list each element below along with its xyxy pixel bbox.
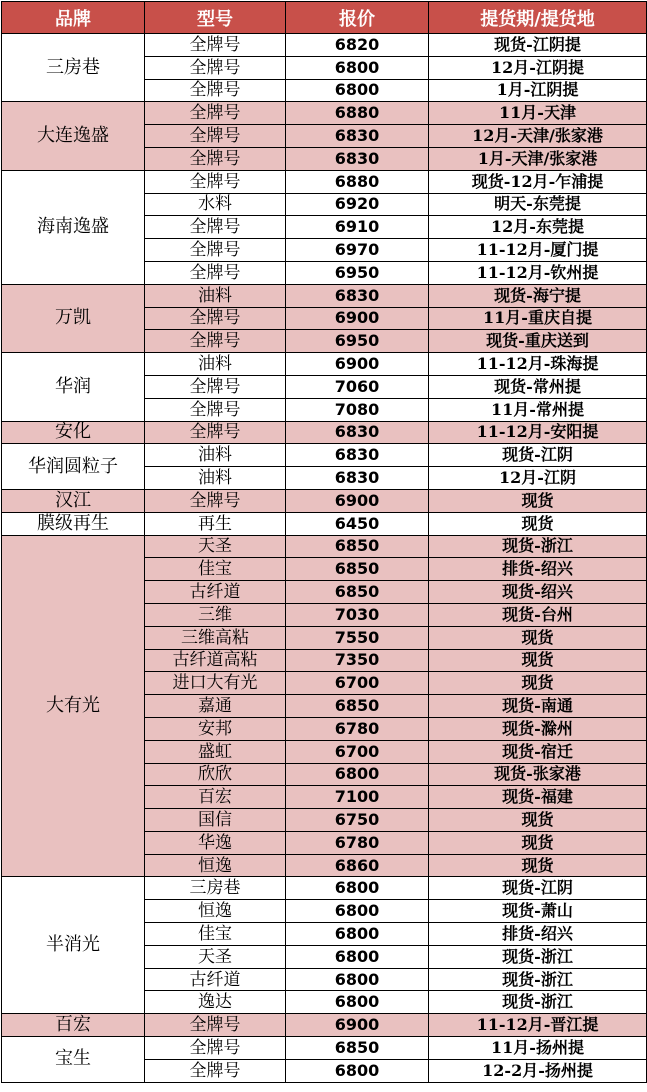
delivery-cell: 现货-海宁提 [429,284,647,307]
delivery-cell: 现货-12月-乍浦提 [429,170,647,193]
table-row [2,284,647,307]
price-cell: 6910 [286,216,429,239]
price-table [1,1,647,1083]
delivery-cell: 现货-滁州 [429,717,647,740]
model-cell: 逸达 [145,991,286,1014]
model-cell: 全牌号 [145,330,286,353]
table-header [2,2,647,34]
model-cell: 全牌号 [145,1037,286,1060]
model-cell: 天圣 [145,535,286,558]
price-cell: 6780 [286,717,429,740]
brand-cell: 大有光 [2,535,145,877]
price-cell: 6900 [286,489,429,512]
price-cell: 6900 [286,307,429,330]
delivery-cell: 现货 [429,649,647,672]
price-cell: 6780 [286,831,429,854]
price-cell: 6830 [286,467,429,490]
header-row [2,2,647,34]
model-cell: 安邦 [145,717,286,740]
price-cell: 6950 [286,330,429,353]
delivery-cell: 11-12月-钦州提 [429,261,647,284]
brand-cell: 膜级再生 [2,512,145,535]
price-cell: 7060 [286,375,429,398]
delivery-cell: 现货 [429,831,647,854]
delivery-cell: 明天-东莞提 [429,193,647,216]
brand-cell: 百宏 [2,1014,145,1037]
model-cell: 水料 [145,193,286,216]
model-cell: 华逸 [145,831,286,854]
brand-cell: 汉江 [2,489,145,512]
model-cell: 全牌号 [145,216,286,239]
price-cell: 6820 [286,34,429,57]
delivery-cell: 12月-江阴提 [429,56,647,79]
model-cell: 三房巷 [145,877,286,900]
table-row [2,1037,647,1060]
brand-cell: 海南逸盛 [2,170,145,284]
delivery-cell: 1月-天津/张家港 [429,147,647,170]
delivery-cell: 现货-浙江 [429,968,647,991]
table-row [2,489,647,512]
model-cell: 古纤道 [145,581,286,604]
header-delivery: 提货期/提货地 [429,2,647,34]
table-row [2,170,647,193]
price-cell: 6920 [286,193,429,216]
price-cell: 6800 [286,900,429,923]
price-cell: 6900 [286,353,429,376]
price-cell: 6750 [286,809,429,832]
price-cell: 6800 [286,763,429,786]
brand-cell: 三房巷 [2,34,145,102]
brand-cell: 半消光 [2,877,145,1014]
price-cell: 7030 [286,603,429,626]
model-cell: 全牌号 [145,1014,286,1037]
price-cell: 7080 [286,398,429,421]
delivery-cell: 排货-绍兴 [429,558,647,581]
price-cell: 6800 [286,79,429,102]
price-cell: 6450 [286,512,429,535]
price-cell: 6880 [286,102,429,125]
model-cell: 全牌号 [145,239,286,262]
model-cell: 全牌号 [145,34,286,57]
delivery-cell: 现货-绍兴 [429,581,647,604]
model-cell: 全牌号 [145,170,286,193]
brand-cell: 万凯 [2,284,145,352]
model-cell: 全牌号 [145,261,286,284]
delivery-cell: 11-12月-安阳提 [429,421,647,444]
price-cell: 6900 [286,1014,429,1037]
price-cell: 7350 [286,649,429,672]
delivery-cell: 11月-重庆自提 [429,307,647,330]
model-cell: 油料 [145,444,286,467]
model-cell: 油料 [145,467,286,490]
delivery-cell: 现货 [429,854,647,877]
price-cell: 6830 [286,125,429,148]
delivery-cell: 现货 [429,672,647,695]
delivery-cell: 现货-台州 [429,603,647,626]
delivery-cell: 11-12月-厦门提 [429,239,647,262]
brand-cell: 宝生 [2,1037,145,1083]
model-cell: 油料 [145,353,286,376]
price-cell: 6800 [286,877,429,900]
delivery-cell: 现货-重庆送到 [429,330,647,353]
table-row [2,512,647,535]
price-cell: 6850 [286,558,429,581]
delivery-cell: 现货-浙江 [429,945,647,968]
table-row [2,421,647,444]
price-cell: 6800 [286,1059,429,1082]
price-cell: 6850 [286,535,429,558]
model-cell: 全牌号 [145,125,286,148]
delivery-cell: 12月-江阴 [429,467,647,490]
price-cell: 6850 [286,1037,429,1060]
delivery-cell: 12月-东莞提 [429,216,647,239]
delivery-cell: 现货-宿迁 [429,740,647,763]
model-cell: 三维 [145,603,286,626]
brand-cell: 安化 [2,421,145,444]
price-cell: 6800 [286,991,429,1014]
price-cell: 6700 [286,740,429,763]
model-cell: 全牌号 [145,489,286,512]
table-body [2,34,647,1083]
model-cell: 国信 [145,809,286,832]
model-cell: 全牌号 [145,56,286,79]
table-row [2,877,647,900]
model-cell: 嘉通 [145,695,286,718]
delivery-cell: 现货 [429,512,647,535]
price-cell: 6850 [286,581,429,604]
price-cell: 6800 [286,923,429,946]
model-cell: 全牌号 [145,102,286,125]
header-model: 型号 [145,2,286,34]
delivery-cell: 11月-扬州提 [429,1037,647,1060]
model-cell: 全牌号 [145,79,286,102]
model-cell: 全牌号 [145,147,286,170]
price-cell: 6950 [286,261,429,284]
price-cell: 6830 [286,444,429,467]
model-cell: 盛虹 [145,740,286,763]
delivery-cell: 12-2月-扬州提 [429,1059,647,1082]
brand-cell: 华润 [2,353,145,421]
delivery-cell: 现货-江阴 [429,877,647,900]
price-cell: 6830 [286,421,429,444]
price-cell: 6830 [286,284,429,307]
header-brand: 品牌 [2,2,145,34]
model-cell: 佳宝 [145,558,286,581]
delivery-cell: 现货-福建 [429,786,647,809]
price-cell: 6970 [286,239,429,262]
price-cell: 6800 [286,968,429,991]
model-cell: 欣欣 [145,763,286,786]
delivery-cell: 现货-浙江 [429,991,647,1014]
model-cell: 全牌号 [145,398,286,421]
price-cell: 6880 [286,170,429,193]
model-cell: 油料 [145,284,286,307]
delivery-cell: 现货-浙江 [429,535,647,558]
delivery-cell: 现货-张家港 [429,763,647,786]
brand-cell: 大连逸盛 [2,102,145,170]
price-cell: 7550 [286,626,429,649]
delivery-cell: 11月-天津 [429,102,647,125]
delivery-cell: 11-12月-珠海提 [429,353,647,376]
price-cell: 6830 [286,147,429,170]
model-cell: 天圣 [145,945,286,968]
table-row [2,444,647,467]
model-cell: 全牌号 [145,1059,286,1082]
delivery-cell: 现货-萧山 [429,900,647,923]
delivery-cell: 现货-江阴 [429,444,647,467]
price-cell: 6800 [286,945,429,968]
model-cell: 百宏 [145,786,286,809]
table-row [2,535,647,558]
delivery-cell: 排货-绍兴 [429,923,647,946]
model-cell: 佳宝 [145,923,286,946]
price-cell: 7100 [286,786,429,809]
model-cell: 恒逸 [145,900,286,923]
table-row [2,34,647,57]
delivery-cell: 现货-南通 [429,695,647,718]
delivery-cell: 11月-常州提 [429,398,647,421]
model-cell: 恒逸 [145,854,286,877]
delivery-cell: 现货-江阴提 [429,34,647,57]
header-price: 报价 [286,2,429,34]
price-cell: 6700 [286,672,429,695]
model-cell: 三维高粘 [145,626,286,649]
delivery-cell: 现货 [429,489,647,512]
delivery-cell: 11-12月-晋江提 [429,1014,647,1037]
model-cell: 古纤道 [145,968,286,991]
delivery-cell: 现货-常州提 [429,375,647,398]
model-cell: 古纤道高粘 [145,649,286,672]
model-cell: 进口大有光 [145,672,286,695]
model-cell: 再生 [145,512,286,535]
model-cell: 全牌号 [145,307,286,330]
table-row [2,1014,647,1037]
table-row [2,102,647,125]
delivery-cell: 1月-江阴提 [429,79,647,102]
price-cell: 6860 [286,854,429,877]
delivery-cell: 现货 [429,626,647,649]
table-row [2,353,647,376]
model-cell: 全牌号 [145,421,286,444]
model-cell: 全牌号 [145,375,286,398]
delivery-cell: 12月-天津/张家港 [429,125,647,148]
brand-cell: 华润圆粒子 [2,444,145,490]
delivery-cell: 现货 [429,809,647,832]
price-cell: 6850 [286,695,429,718]
price-cell: 6800 [286,56,429,79]
